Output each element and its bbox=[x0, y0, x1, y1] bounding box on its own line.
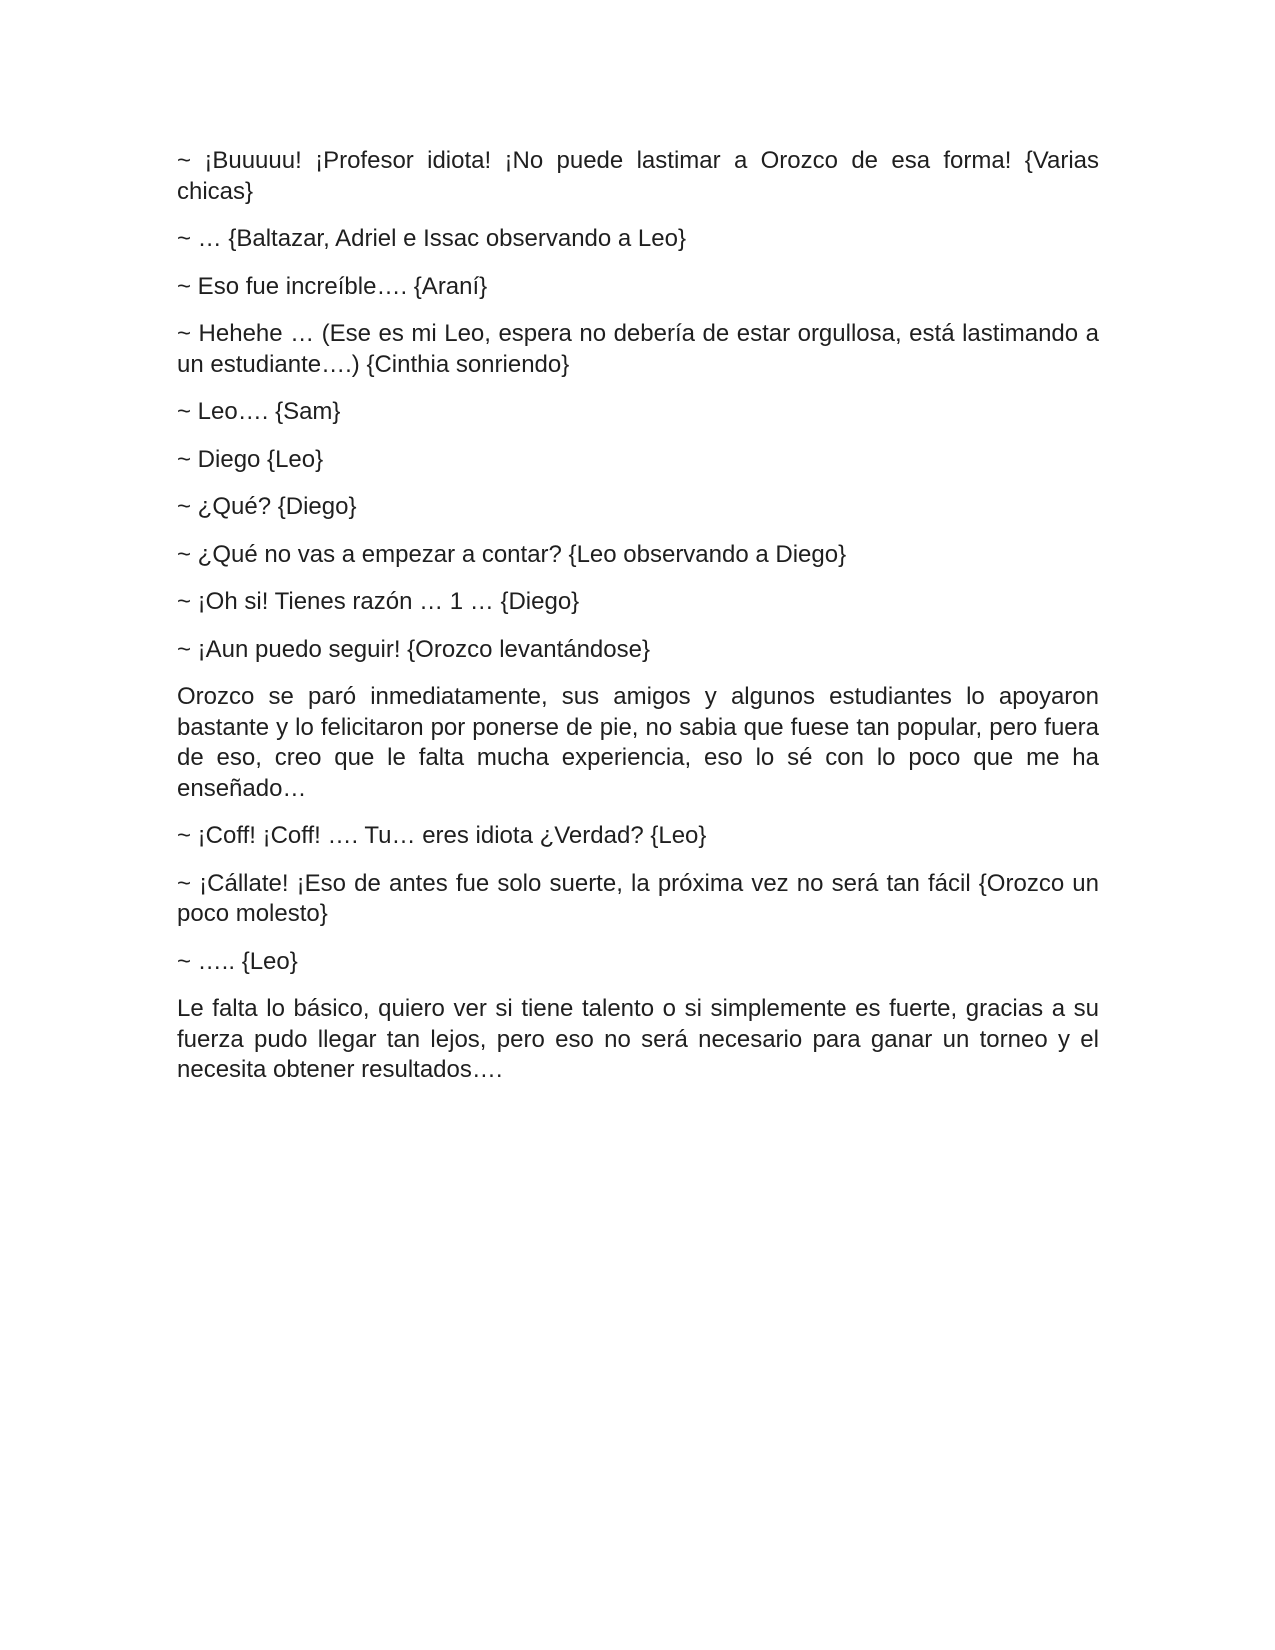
dialogue-line: ~ ¿Qué no vas a empezar a contar? {Leo observando a Diego} bbox=[177, 540, 847, 568]
dialogue-line: ~ … {Baltazar, Adriel e Issac observando a Leo} bbox=[177, 225, 686, 252]
dialogue-line: ~ ….. {Leo} bbox=[177, 947, 298, 975]
dialogue-line: ~ Leo…. {Sam} bbox=[177, 398, 341, 425]
narration-paragraph: Orozco se paró inmediatamente, sus amigos y algunos estudiantes lo apoyaron bastante y lo felicitaron por ponerse de pie, no sabia que fuese tan popular, pero fuera de eso, creo que le falta mucha experiencia, eso lo sé con lo poco que me ha enseñado… bbox=[177, 683, 1099, 802]
dialogue-line: ~ ¡Buuuuu! ¡Profesor idiota! ¡No puede lastimar a Orozco de esa forma! {Varias chicas} bbox=[177, 147, 1099, 205]
dialogue-line: ~ Diego {Leo} bbox=[177, 445, 324, 473]
document-body bbox=[177, 146, 1099, 1103]
dialogue-line: ~ ¡Cállate! ¡Eso de antes fue solo suerte, la próxima vez no será tan fácil {Orozco un poco molesto} bbox=[177, 869, 1099, 927]
dialogue-line: ~ ¡Coff! ¡Coff! …. Tu… eres idiota ¿Verdad? {Leo} bbox=[177, 822, 707, 849]
narration-paragraph: Le falta lo básico, quiero ver si tiene talento o si simplemente es fuerte, gracias a su fuerza pudo llegar tan lejos, pero eso no será necesario para ganar un torneo y el necesita obtener resultados…. bbox=[177, 995, 1099, 1083]
dialogue-line: ~ Hehehe … (Ese es mi Leo, espera no debería de estar orgullosa, está lastimando a un estudiante….) {Cinthia sonriendo} bbox=[177, 320, 1099, 378]
dialogue-line: ~ ¡Aun puedo seguir! {Orozco levantándose} bbox=[177, 635, 650, 663]
dialogue-line: ~ ¿Qué? {Diego} bbox=[177, 493, 357, 520]
dialogue-line: ~ Eso fue increíble…. {Araní} bbox=[177, 272, 488, 300]
dialogue-line: ~ ¡Oh si! Tienes razón … 1 … {Diego} bbox=[177, 588, 580, 615]
